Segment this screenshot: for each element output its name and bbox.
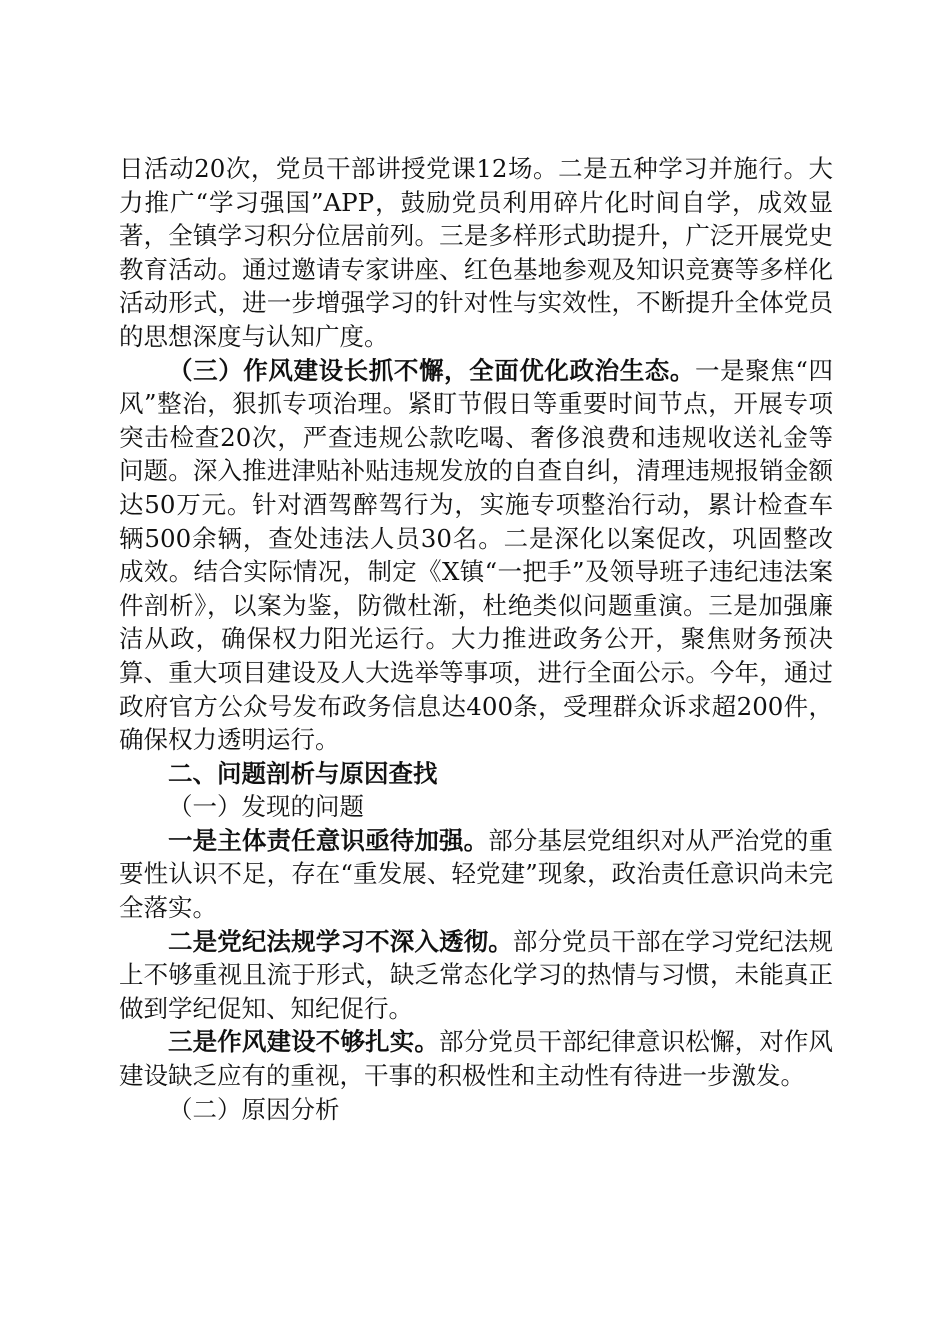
section-title-problem-analysis: 二、问题剖析与原因查找 <box>168 758 438 788</box>
paragraph-issue-1 <box>119 824 833 925</box>
paragraph-study-activities: 日活动20次，党员干部讲授党课12场。二是五种学习并施行。大力推广“学习强国”APP，鼓励党员利用碎片化时间自学，成效显著，全镇学习积分位居前列。三是多样形式助提升，广泛开展党史教育活动。通过邀请专家讲座、红色基地参观及知识竞赛等多样化活动形式，进一步增强学习的针对性与实效性，不断提升全体党员的思想深度与认知广度。 <box>119 154 833 351</box>
paragraph-text: 一是聚焦“四风”整治，狠抓专项治理。紧盯节假日等重要时间节点，开展专项突击检查20次，严查违规公款吃喝、奢侈浪费和违规收送礼金等问题。深入推进津贴补贴违规发放的自查自纠，清理违规报销金额达50万元。针对酒驾醉驾行为，实施专项整治行动，累计检查车辆500余辆，查处违法人员30名。二是深化以案促改，巩固整改成效。结合实际情况，制定《X镇“一把手”及领导班子违纪违法案件剖析》，以案为鉴，防微杜渐，杜绝类似问题重演。三是加强廉洁从政，确保权力阳光运行。大力推进政务公开，聚焦财务预决算、重大项目建设及人大选举等事项，进行全面公示。今年，通过政府官方公众号发布政务信息达400条，受理群众诉求超200件，确保权力透明运行。 <box>119 355 833 755</box>
subsection-title-found-issues: （一）发现的问题 <box>168 792 364 822</box>
issue-text: 部分党员干部纪律意识松懈，对作风建设缺乏应有的重视，干事的积极性和主动性有待进一步激发。 <box>119 1027 834 1091</box>
issue-text: 部分基层党组织对从严治党的重要性认识不足，存在“重发展、轻党建”现象，政治责任意识尚未完全落实。 <box>119 825 833 923</box>
issue-heading: 一是主体责任意识亟待加强。 <box>168 825 489 855</box>
paragraph-issue-3 <box>119 1025 833 1092</box>
issue-heading: 二是党纪法规学习不深入透彻。 <box>168 926 513 956</box>
issue-heading: 三是作风建设不够扎实。 <box>168 1027 439 1057</box>
document-body <box>119 152 833 1126</box>
issue-text: 部分党员干部在学习党纪法规上不够重视且流于形式，缺乏常态化学习的热情与习惯，未能真正做到学纪促知、知纪促行。 <box>119 926 834 1023</box>
paragraph-work-style <box>119 354 833 757</box>
paragraph-issue-2 <box>119 925 833 1026</box>
subsection-title-cause-analysis: （二）原因分析 <box>168 1094 340 1124</box>
paragraph-heading: （三）作风建设长抓不懈，全面优化政治生态。 <box>168 355 695 385</box>
